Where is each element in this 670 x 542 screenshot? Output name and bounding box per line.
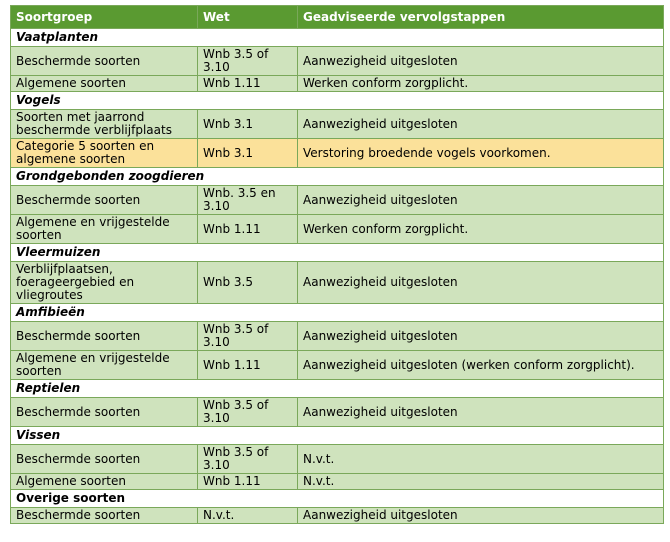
section-title: Reptielen xyxy=(11,380,664,398)
section-title: Grondgebonden zoogdieren xyxy=(11,168,664,186)
section-title: Overige soorten xyxy=(11,490,664,508)
cell-wet: Wnb 1.11 xyxy=(198,474,298,490)
cell-wet: Wnb 3.5 of 3.10 xyxy=(198,398,298,427)
cell-soort: Algemene en vrijgestelde soorten xyxy=(11,215,198,244)
cell-wet: Wnb 3.5 of 3.10 xyxy=(198,445,298,474)
cell-advies: Aanwezigheid uitgesloten xyxy=(298,186,664,215)
cell-advies: Aanwezigheid uitgesloten xyxy=(298,110,664,139)
table-row xyxy=(11,322,664,351)
cell-soort: Beschermde soorten xyxy=(11,47,198,76)
cell-advies: Verstoring broedende vogels voorkomen. xyxy=(298,139,664,168)
cell-soort: Soorten met jaarrond beschermde verblijfplaats xyxy=(11,110,198,139)
table-body xyxy=(11,29,664,524)
header-soortgroep: Soortgroep xyxy=(11,6,198,29)
header-row xyxy=(11,6,664,29)
header-wet: Wet xyxy=(198,6,298,29)
table-row xyxy=(11,508,664,524)
table-row xyxy=(11,351,664,380)
section-title: Vleermuizen xyxy=(11,244,664,262)
section-row xyxy=(11,168,664,186)
table-row xyxy=(11,445,664,474)
cell-wet: Wnb 1.11 xyxy=(198,76,298,92)
cell-advies: N.v.t. xyxy=(298,474,664,490)
section-title: Vaatplanten xyxy=(11,29,664,47)
cell-wet: Wnb 1.11 xyxy=(198,351,298,380)
cell-advies: Aanwezigheid uitgesloten xyxy=(298,508,664,524)
cell-advies: Aanwezigheid uitgesloten xyxy=(298,262,664,304)
table-row xyxy=(11,186,664,215)
section-row xyxy=(11,92,664,110)
cell-wet: Wnb. 3.5 en 3.10 xyxy=(198,186,298,215)
cell-advies: Aanwezigheid uitgesloten xyxy=(298,398,664,427)
section-row xyxy=(11,380,664,398)
cell-wet: Wnb 3.1 xyxy=(198,110,298,139)
section-row xyxy=(11,490,664,508)
cell-soort: Algemene soorten xyxy=(11,76,198,92)
table-row xyxy=(11,262,664,304)
section-title: Vogels xyxy=(11,92,664,110)
table-row xyxy=(11,47,664,76)
table-row xyxy=(11,110,664,139)
header-vervolgstappen: Geadviseerde vervolgstappen xyxy=(298,6,664,29)
table-row xyxy=(11,474,664,490)
cell-wet: Wnb 3.5 of 3.10 xyxy=(198,47,298,76)
cell-soort: Beschermde soorten xyxy=(11,186,198,215)
table-row xyxy=(11,139,664,168)
cell-wet: Wnb 1.11 xyxy=(198,215,298,244)
cell-soort: Beschermde soorten xyxy=(11,508,198,524)
section-row xyxy=(11,304,664,322)
cell-soort: Verblijfplaatsen, foerageergebied en vliegroutes xyxy=(11,262,198,304)
cell-advies: Werken conform zorgplicht. xyxy=(298,215,664,244)
species-table xyxy=(10,5,664,524)
cell-advies: Aanwezigheid uitgesloten xyxy=(298,322,664,351)
cell-soort: Algemene en vrijgestelde soorten xyxy=(11,351,198,380)
cell-soort: Beschermde soorten xyxy=(11,398,198,427)
cell-advies: Aanwezigheid uitgesloten xyxy=(298,47,664,76)
section-row xyxy=(11,29,664,47)
cell-wet: Wnb 3.5 of 3.10 xyxy=(198,322,298,351)
section-row xyxy=(11,427,664,445)
section-title: Amfibieën xyxy=(11,304,664,322)
table-row xyxy=(11,76,664,92)
cell-wet: N.v.t. xyxy=(198,508,298,524)
cell-wet: Wnb 3.5 xyxy=(198,262,298,304)
cell-advies: Aanwezigheid uitgesloten (werken conform zorgplicht). xyxy=(298,351,664,380)
table-row xyxy=(11,215,664,244)
cell-advies: Werken conform zorgplicht. xyxy=(298,76,664,92)
cell-soort: Beschermde soorten xyxy=(11,445,198,474)
cell-advies: N.v.t. xyxy=(298,445,664,474)
section-row xyxy=(11,244,664,262)
cell-soort: Algemene soorten xyxy=(11,474,198,490)
cell-wet: Wnb 3.1 xyxy=(198,139,298,168)
cell-soort: Categorie 5 soorten en algemene soorten xyxy=(11,139,198,168)
section-title: Vissen xyxy=(11,427,664,445)
cell-soort: Beschermde soorten xyxy=(11,322,198,351)
table-row xyxy=(11,398,664,427)
